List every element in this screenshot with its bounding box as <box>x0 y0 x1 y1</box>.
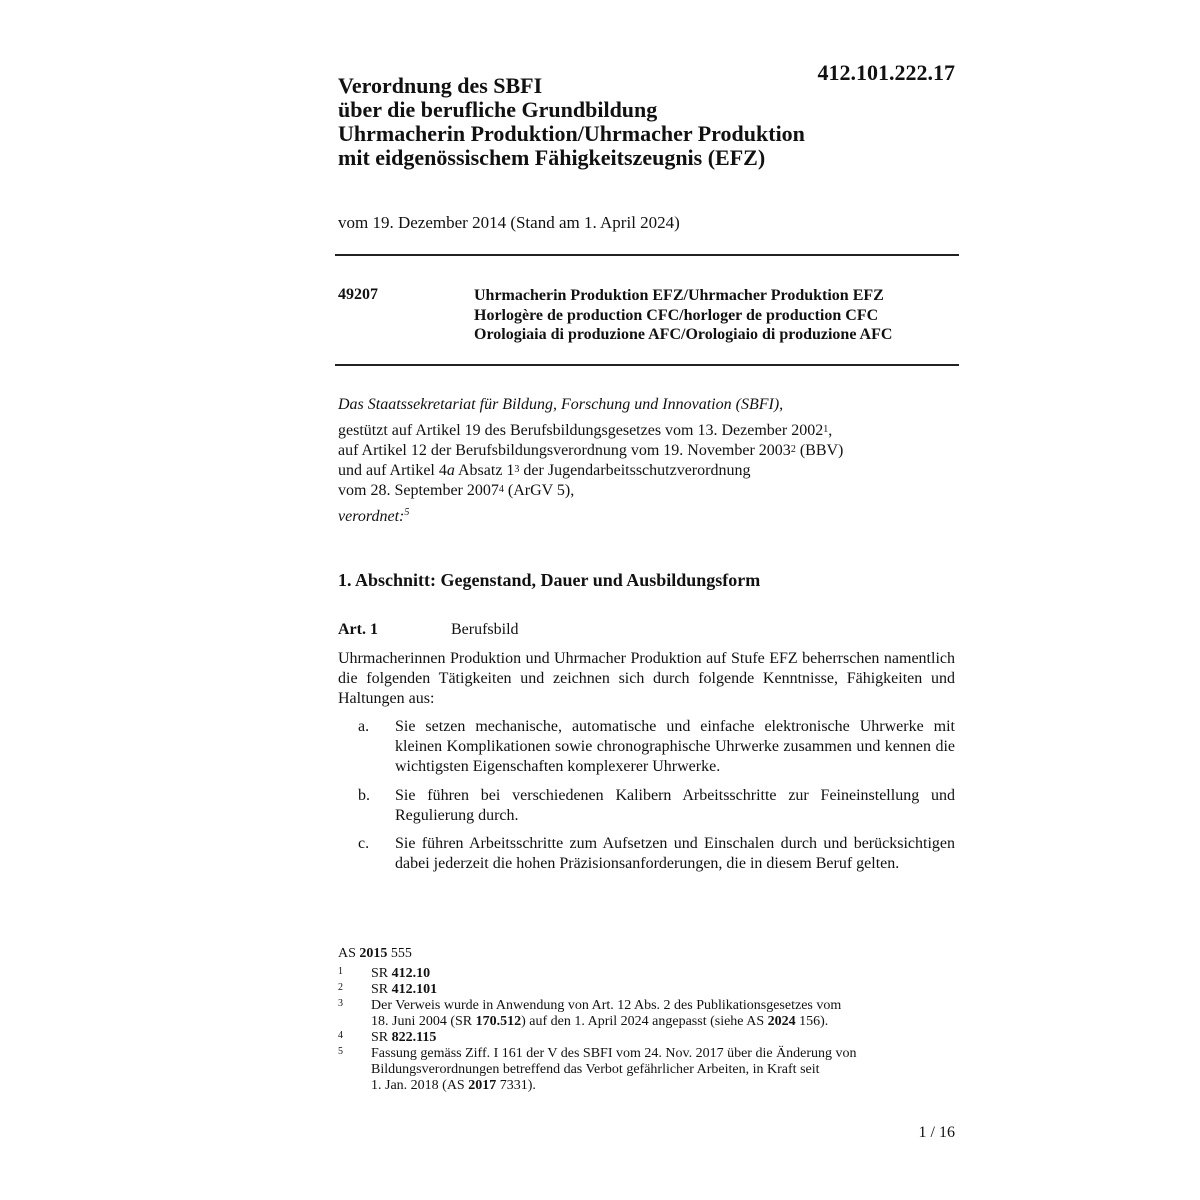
list-item <box>338 717 955 777</box>
footnotes <box>338 966 938 1094</box>
list-item-text: Sie führen Arbeitsschritte zum Aufsetzen und Einschalen durch und berücksichtigen dabei jederzeit die hohen Präzisionsanforderungen, die in diesem Beruf gelten. <box>395 835 955 872</box>
sr-number: 412.101.222.17 <box>817 60 955 85</box>
profession-name-fr: Horlogère de production CFC/horloger de production CFC <box>474 306 879 324</box>
profession-code: 49207 <box>338 286 378 303</box>
preamble-line: vom 28. September 2007$^4$ (ArGV 5), <box>338 482 575 499</box>
footnote-number: 1 <box>338 966 343 977</box>
preamble-line: und auf Artikel 4a Absatz $1^3$ der Jugendarbeitsschutzverordnung <box>338 462 751 479</box>
footnote-ref[interactable]: 1 <box>823 424 829 435</box>
title-line: über die berufliche Grundbildung <box>338 97 658 122</box>
footnote: 4 SR 822.115 <box>338 1030 437 1045</box>
document-date: vom 19. Dezember 2014 (Stand am 1. April 2024) <box>338 213 680 232</box>
page-number: 1 / 16 <box>918 1124 955 1141</box>
preamble-basis <box>338 421 843 501</box>
footnote-number: 3 <box>338 998 343 1009</box>
section-heading: 1. Abschnitt: Gegenstand, Dauer und Ausbildungsform <box>338 570 761 590</box>
article-title: Berufsbild <box>451 621 519 638</box>
footnote: 1 SR 412.10 <box>338 966 431 981</box>
footnote-ref[interactable]: 5 <box>404 507 410 518</box>
preamble-line: gestützt auf Artikel 19 des Berufsbildungsgesetzes vom 13. Dezember 2002$^1$, <box>338 422 833 439</box>
list-item <box>338 834 955 874</box>
footnote-ref[interactable]: 4 <box>498 484 504 495</box>
list-item-letter: c. <box>358 835 370 852</box>
footnote-number: 4 <box>338 1030 343 1041</box>
document-title <box>338 74 898 170</box>
footnote: 2 SR 412.101 <box>338 982 438 997</box>
preamble-authority: Das Staatssekretariat für Bildung, Forschung und Innovation (SBFI), <box>338 396 784 413</box>
footnote-number: 5 <box>338 1046 343 1057</box>
list-item-letter: b. <box>358 787 370 804</box>
title-line: mit eidgenössischem Fähigkeitszeugnis (EFZ) <box>338 145 766 170</box>
title-line: Verordnung des SBFI <box>338 73 543 98</box>
preamble-line: auf Artikel 12 der Berufsbildungsverordnung vom 19. November 2003$^2$ (BBV) <box>338 442 844 459</box>
profession-names <box>474 286 892 345</box>
footnote-number: 2 <box>338 982 343 993</box>
footnote-ref[interactable]: 2 <box>790 444 796 455</box>
list-item <box>338 786 955 826</box>
footnote: 3 Der Verweis wurde in Anwendung von Art. 12 Abs. 2 des Publikationsgesetzes vom 18. Juni 2004 (SR 170.512) auf den 1. April 2024 angepasst (siehe AS 2024 156). <box>338 998 842 1029</box>
divider-top <box>335 254 959 256</box>
profession-name-de: Uhrmacherin Produktion EFZ/Uhrmacher Produktion EFZ <box>474 287 884 304</box>
article-intro: Uhrmacherinnen Produktion und Uhrmacher Produktion auf Stufe EFZ beherrschen namentlich die folgenden Tätigkeiten und zeichnen sich durch folgende Kenntnisse, Fähigkeiten und Haltungen aus: <box>338 650 955 707</box>
title-line: Uhrmacherin Produktion/Uhrmacher Produktion <box>338 121 805 146</box>
list-item-letter: a. <box>358 718 370 735</box>
preamble-verordnet: verordnet:$^5$ <box>338 507 410 525</box>
as-reference: AS 2015 555 <box>338 946 412 961</box>
divider-bottom <box>335 364 959 366</box>
article-number: Art. 1 <box>338 621 378 638</box>
list-item-text: Sie setzen mechanische, automatische und einfache elektronische Uhrwerke mit kleinen Komplikationen sowie chronographische Uhrwerke zusammen und kennen die wichtigsten Eigenschaften komplexerer Uhrwerke. <box>395 718 955 775</box>
profession-name-it: Orologiaia di produzione AFC/Orologiaio di produzione AFC <box>474 326 893 343</box>
list-item-text: Sie führen bei verschiedenen Kalibern Arbeitsschritte zur Feineinstellung und Regulierung durch. <box>395 787 955 824</box>
footnote-ref[interactable]: 3 <box>514 464 520 475</box>
footnote: 5 Fassung gemäss Ziff. I 161 der V des SBFI vom 24. Nov. 2017 über die Änderung von Bildungsverordnungen betreffend das Verbot gefährlicher Arbeiten, in Kraft seit 1. Jan. 2018 (AS 2017 7331). <box>338 1046 857 1093</box>
